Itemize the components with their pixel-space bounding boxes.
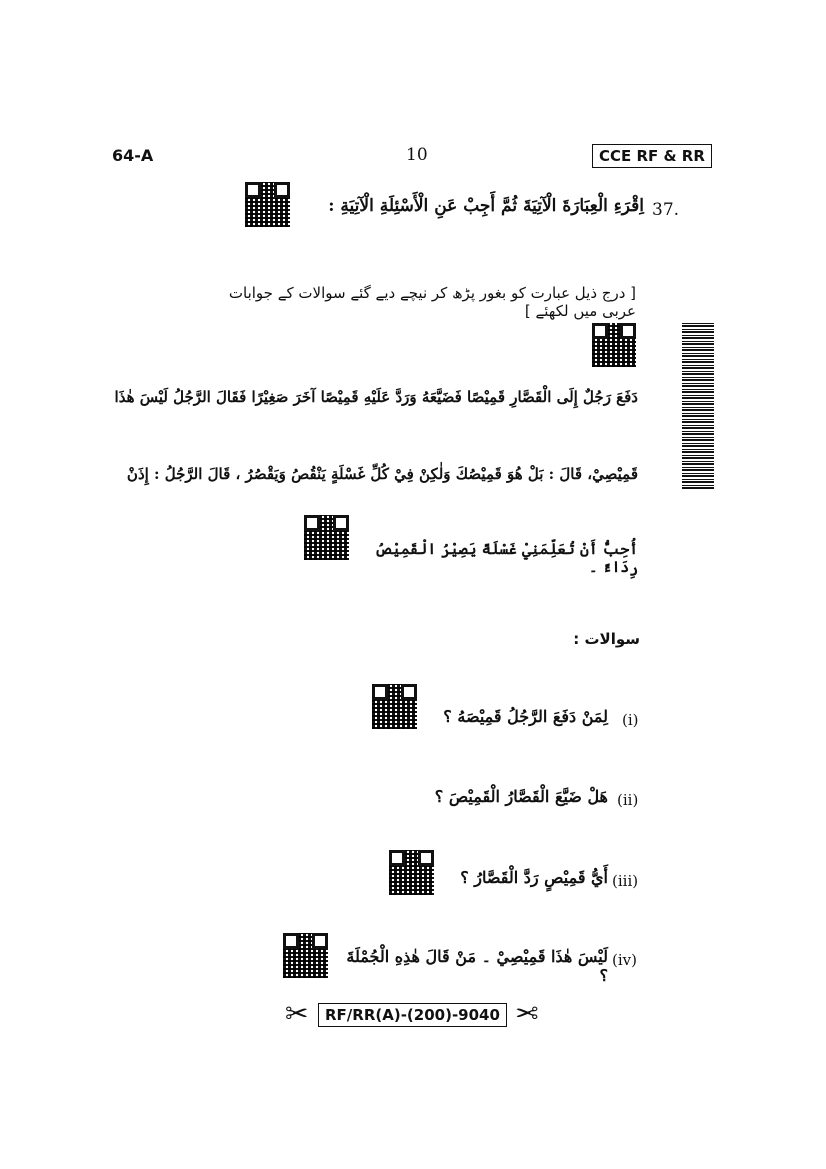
item-label: (iii): [612, 872, 639, 890]
item-label: (i): [622, 711, 639, 729]
item-text: أَيُّ قَمِيْصٍ رَدَّ الْقَصَّارُ ؟: [460, 868, 608, 887]
ornament-leaf-icon: ✂: [515, 997, 539, 1030]
ornament-leaf-icon: ✂: [285, 997, 309, 1030]
paper-code-left: 64-A: [112, 146, 154, 165]
passage-line-3: أُحِبُّ أَنْ تُعَلِّمَنِيْ غَسْلَةً يَصِيْرُ الْقَمِيْصُ رِدَاءً ۔: [374, 540, 638, 576]
questions-subheading: سوالات :: [573, 630, 640, 648]
question-instruction-arabic: اِقْرَءِ الْعِبَارَةَ الْآتِيَةَ ثُمَّ أَجِبْ عَنِ الْأَسْئِلَةِ الْآتِيَةِ :: [328, 196, 644, 216]
instruction-urdu: [ درج ذیل عبارت کو بغور پڑھ کر نیچے دیے گئے سوالات کے جوابات عربی میں لکھئے ]: [228, 284, 636, 320]
passage-line-2: قَمِيْصِيْ، قَالَ : بَلْ هُوَ قَمِيْصُكَ وَلٰكِنْ فِيْ كُلِّ غَسْلَةٍ يَنْقُصُ وَيَقْصُرُ ، قَالَ الرَّجُلُ : إِذَنْ: [126, 465, 638, 483]
footer-paper-code: RF/RR(A)-(200)-9040: [318, 1003, 507, 1027]
item-text: لِمَنْ دَفَعَ الرَّجُلُ قَمِيْصَهُ ؟: [443, 707, 608, 726]
item-text: لَيْسَ هٰذَا قَمِيْصِيْ ۔ مَنْ قَالَ هٰذِهِ الْجُمْلَةَ ؟: [346, 947, 608, 985]
barcode-icon: [682, 323, 714, 489]
item-label: (ii): [617, 791, 639, 809]
qr-code-icon: [283, 933, 328, 978]
question-number: 37.: [652, 200, 680, 220]
qr-code-icon: [304, 515, 349, 560]
qr-code-icon: [245, 182, 290, 227]
item-text: هَلْ ضَيَّعَ الْقَصَّارُ الْقَمِيْصَ ؟: [434, 787, 608, 806]
item-label: (iv): [612, 951, 637, 969]
qr-code-icon: [592, 323, 636, 367]
page-number: 10: [406, 145, 428, 165]
paper-code-right: CCE RF & RR: [592, 144, 712, 168]
passage-line-1: دَفَعَ رَجُلٌ إِلَى الْقَصَّارِ قَمِيْصًا فَضَيَّعَهُ وَرَدَّ عَلَيْهِ قَمِيْصًا آخَرَ صَغِيْرًا فَقَالَ الرَّجُلُ لَيْسَ هٰذَا: [114, 388, 638, 406]
